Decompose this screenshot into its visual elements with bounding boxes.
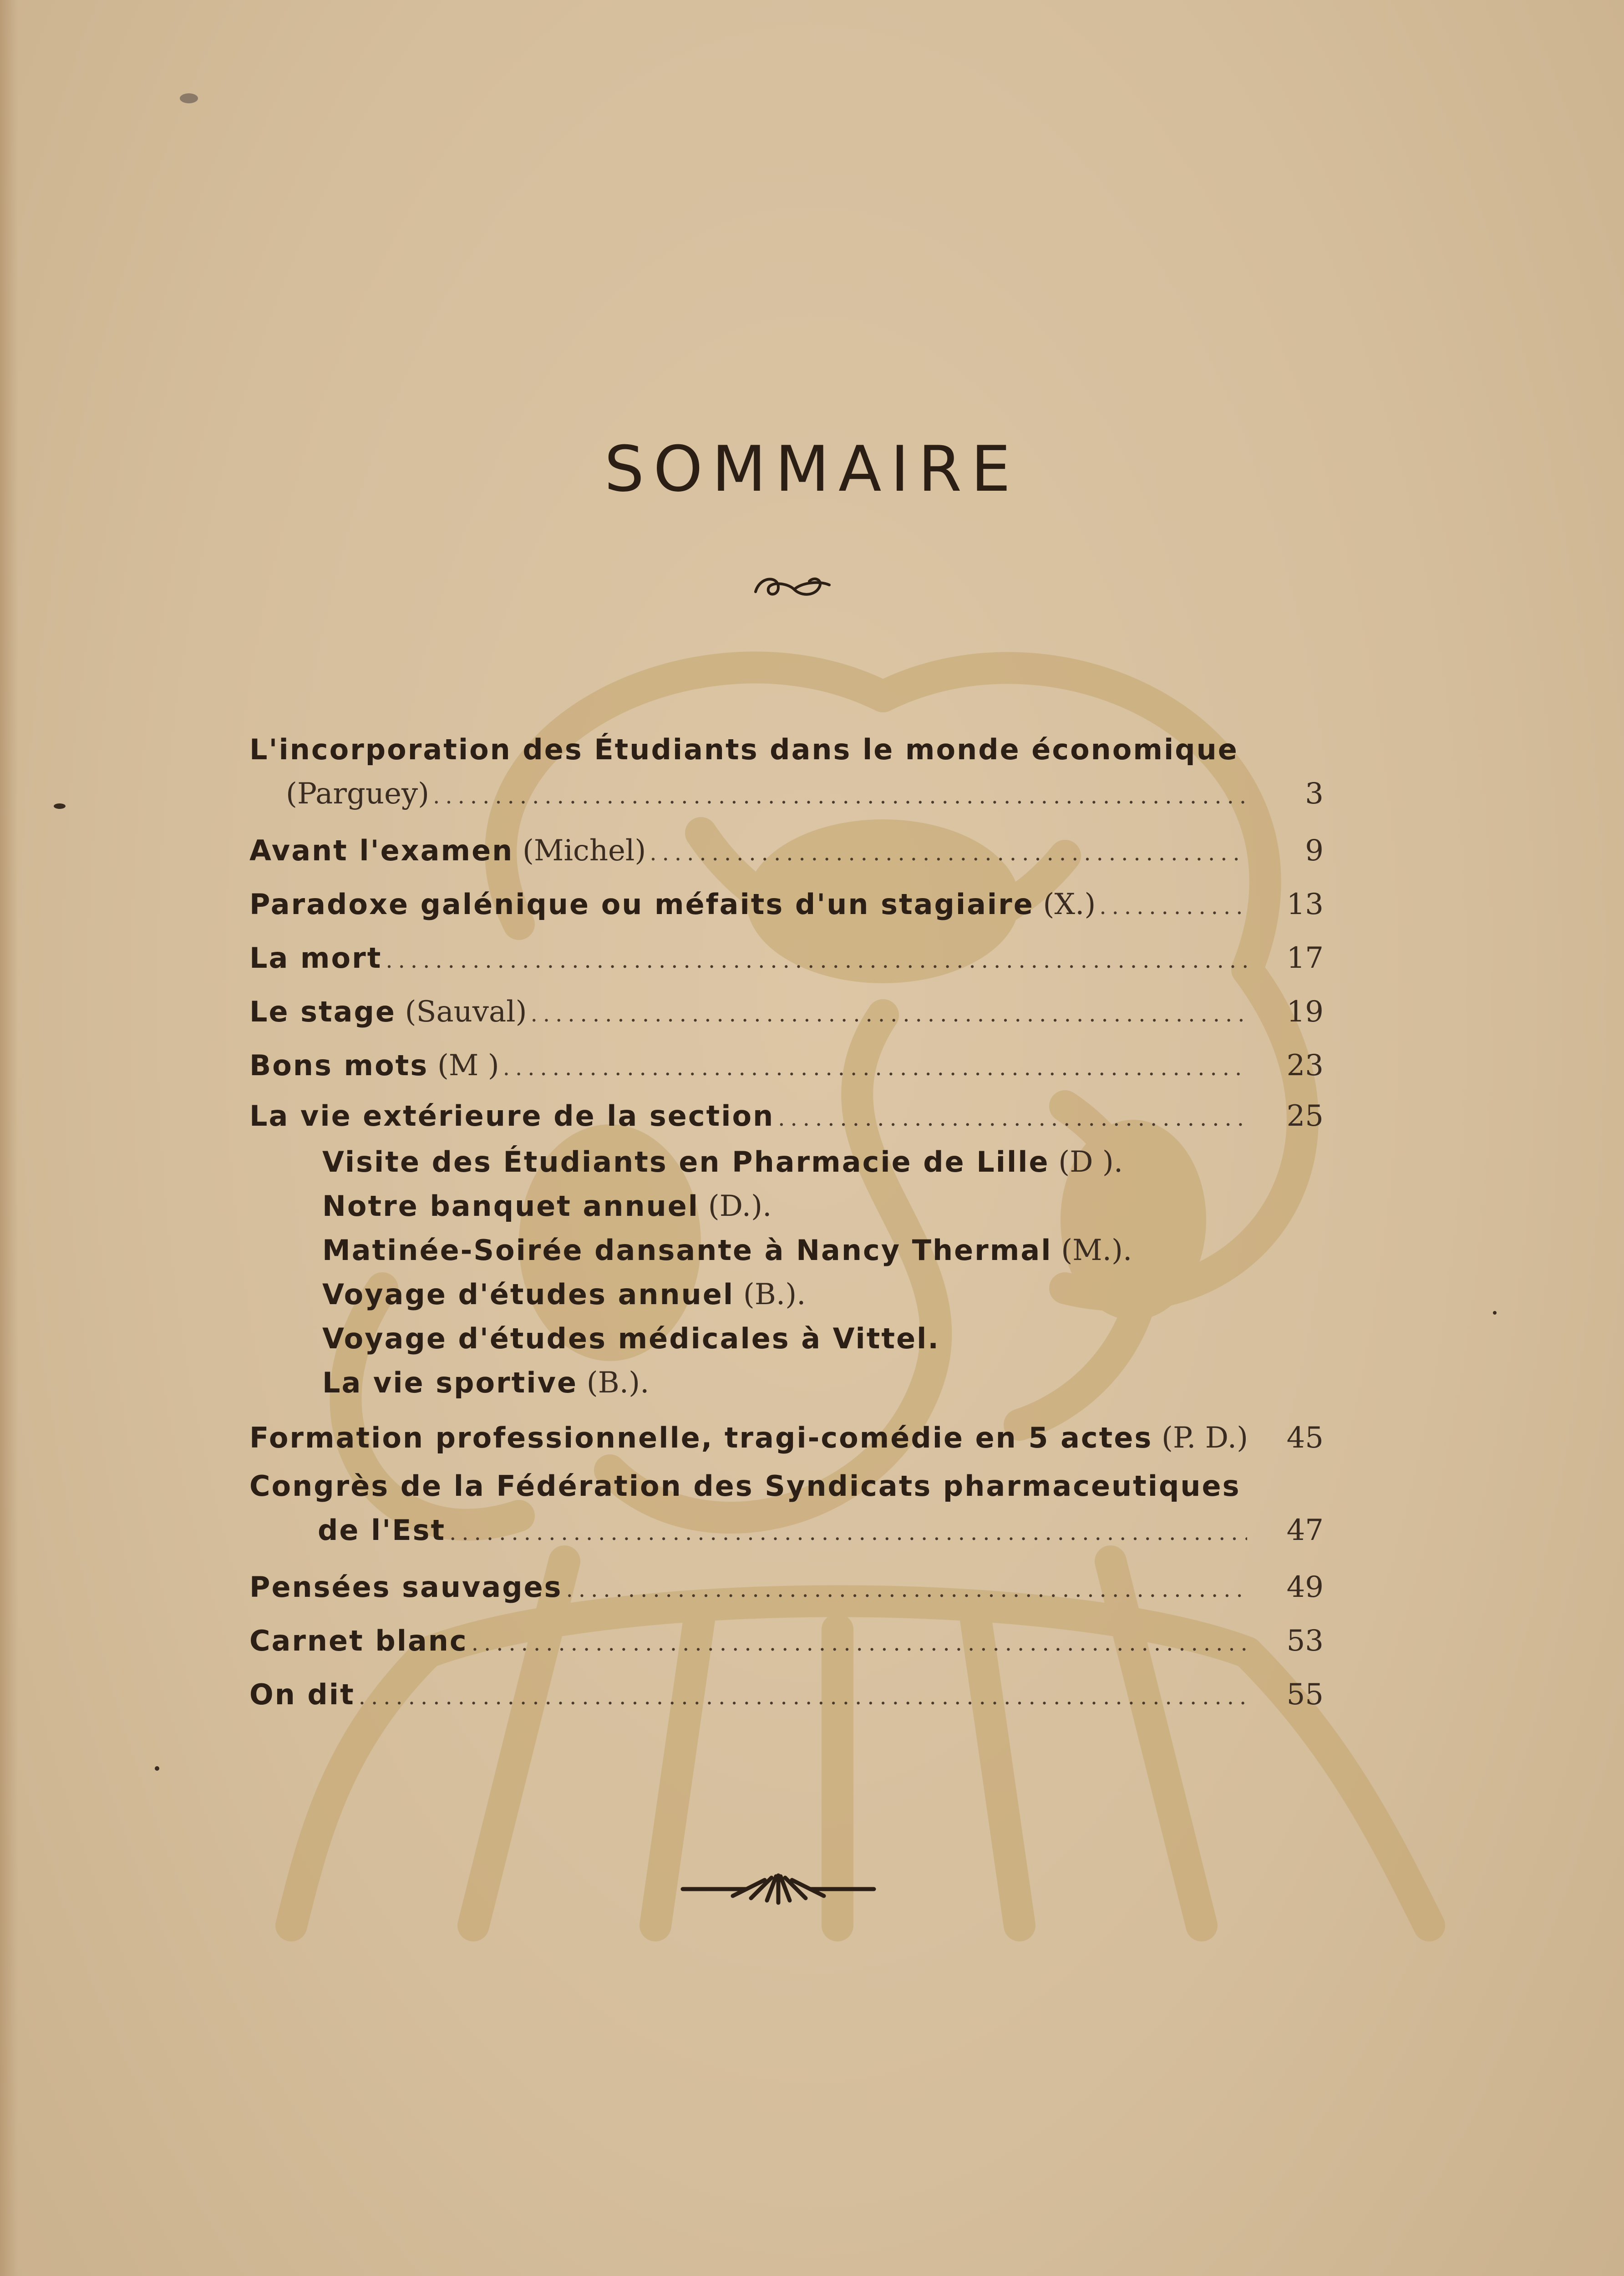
toc-entry[interactable] — [249, 1039, 1324, 1092]
toc-sub-entry-title: Notre banquet annuel — [322, 1189, 700, 1223]
paper-speck — [54, 803, 66, 809]
paper-speck — [1493, 1311, 1497, 1315]
toc-entry-author: (Parguey) — [286, 777, 430, 811]
toc-entry[interactable] — [249, 878, 1324, 931]
toc-sub-entry-author: (B.). — [743, 1278, 806, 1311]
toc-sub-entry-author: (D.). — [708, 1189, 772, 1223]
toc-entry-title: Carnet blanc — [249, 1624, 468, 1657]
toc-sub-entry-author: (D ). — [1058, 1145, 1123, 1179]
toc-sub-entry-title: La vie sportive — [322, 1366, 578, 1399]
toc-entry[interactable] — [249, 985, 1324, 1039]
toc-sub-entry[interactable] — [249, 1361, 1324, 1405]
toc-entry-author: (X.) — [1043, 888, 1096, 921]
table-of-contents — [249, 728, 1324, 1722]
page-title: SOMMAIRE — [604, 432, 1020, 506]
toc-entry-title: Paradoxe galénique ou méfaits d'un stagiaire — [249, 888, 1034, 921]
toc-entry-page: 45 — [1286, 1421, 1324, 1455]
toc-entry-title: Formation professionnelle, tragi-comédie en 5 actes — [249, 1421, 1153, 1454]
toc-entry-title: La mort — [249, 941, 382, 975]
toc-entry-title: Le stage — [249, 995, 396, 1028]
toc-entry[interactable] — [249, 1668, 1324, 1722]
toc-entry-page: 53 — [1286, 1624, 1324, 1658]
toc-entry-author: (M ) — [437, 1049, 499, 1082]
toc-sub-entry[interactable] — [249, 1316, 1324, 1361]
toc-entry-title: Avant l'examen — [249, 834, 514, 867]
toc-entry-page: 25 — [1286, 1099, 1324, 1133]
toc-entry-title: Congrès de la Fédération des Syndicats pharmaceutiques — [249, 1469, 1241, 1503]
paper-speck — [155, 1766, 159, 1771]
dot-leader — [449, 1510, 1247, 1555]
toc-sub-entry[interactable] — [249, 1184, 1324, 1228]
toc-entry[interactable] — [249, 1560, 1324, 1614]
toc-entry[interactable] — [249, 1614, 1324, 1668]
toc-sub-entry-author: (B.). — [586, 1366, 650, 1400]
toc-entry-page: 3 — [1305, 777, 1324, 811]
dot-leader — [359, 1670, 1247, 1724]
toc-entry-page: 13 — [1286, 888, 1324, 921]
dot-leader — [503, 1041, 1247, 1095]
toc-sub-entry[interactable] — [249, 1272, 1324, 1316]
dot-leader — [778, 1095, 1247, 1142]
toc-entry[interactable] — [249, 728, 1324, 824]
toc-entry-page: 9 — [1305, 834, 1324, 868]
dot-leader — [650, 826, 1247, 880]
spacer — [249, 1405, 1324, 1411]
toc-sub-entry[interactable] — [249, 1140, 1324, 1184]
toc-entry[interactable] — [249, 1092, 1324, 1140]
toc-entry-page: 23 — [1286, 1049, 1324, 1082]
toc-entry-title: Pensées sauvages — [249, 1570, 563, 1604]
dot-leader — [531, 987, 1247, 1041]
toc-entry-title: L'incorporation des Étudiants dans le monde économique — [249, 733, 1238, 766]
toc-entry-title: La vie extérieure de la section — [249, 1099, 775, 1133]
toc-entry-page: 19 — [1286, 995, 1324, 1029]
toc-entry-author: (Sauval) — [405, 995, 527, 1029]
toc-sub-entry-author: (M.). — [1061, 1234, 1132, 1267]
toc-entry-page: 55 — [1286, 1678, 1324, 1712]
toc-entry[interactable] — [249, 1465, 1324, 1560]
flourish-ornament-icon — [751, 571, 833, 603]
toc-entry[interactable] — [249, 931, 1324, 985]
toc-entry-title: Bons mots — [249, 1049, 429, 1082]
dot-leader — [386, 934, 1247, 987]
toc-entry[interactable] — [249, 824, 1324, 878]
toc-entry-title: On dit — [249, 1678, 355, 1711]
dot-leader — [472, 1616, 1247, 1670]
toc-sub-entry-title: Voyage d'études médicales à Vittel. — [322, 1322, 940, 1355]
toc-entry-page: 47 — [1286, 1514, 1324, 1547]
paper-speck — [180, 93, 198, 103]
fan-ornament-icon — [678, 1871, 878, 1907]
toc-sub-entry-title: Voyage d'études annuel — [322, 1278, 735, 1311]
page-edge-shadow — [0, 0, 18, 2276]
toc-entry-page: 49 — [1286, 1570, 1324, 1604]
toc-sub-entry-title: Matinée-Soirée dansante à Nancy Thermal — [322, 1234, 1052, 1267]
dot-leader — [566, 1563, 1247, 1616]
toc-entry-page: 17 — [1286, 941, 1324, 975]
toc-sub-entry[interactable] — [249, 1228, 1324, 1272]
dot-leader — [1099, 880, 1247, 934]
toc-entry[interactable] — [249, 1411, 1324, 1465]
toc-entry-author: (P. D.) — [1162, 1421, 1248, 1455]
toc-entry-author: (Michel) — [523, 834, 646, 868]
toc-sub-entry-title: Visite des Étudiants en Pharmacie de Lille — [322, 1145, 1050, 1179]
dot-leader — [433, 773, 1247, 819]
toc-entry-title-continued: de l'Est — [318, 1514, 446, 1547]
